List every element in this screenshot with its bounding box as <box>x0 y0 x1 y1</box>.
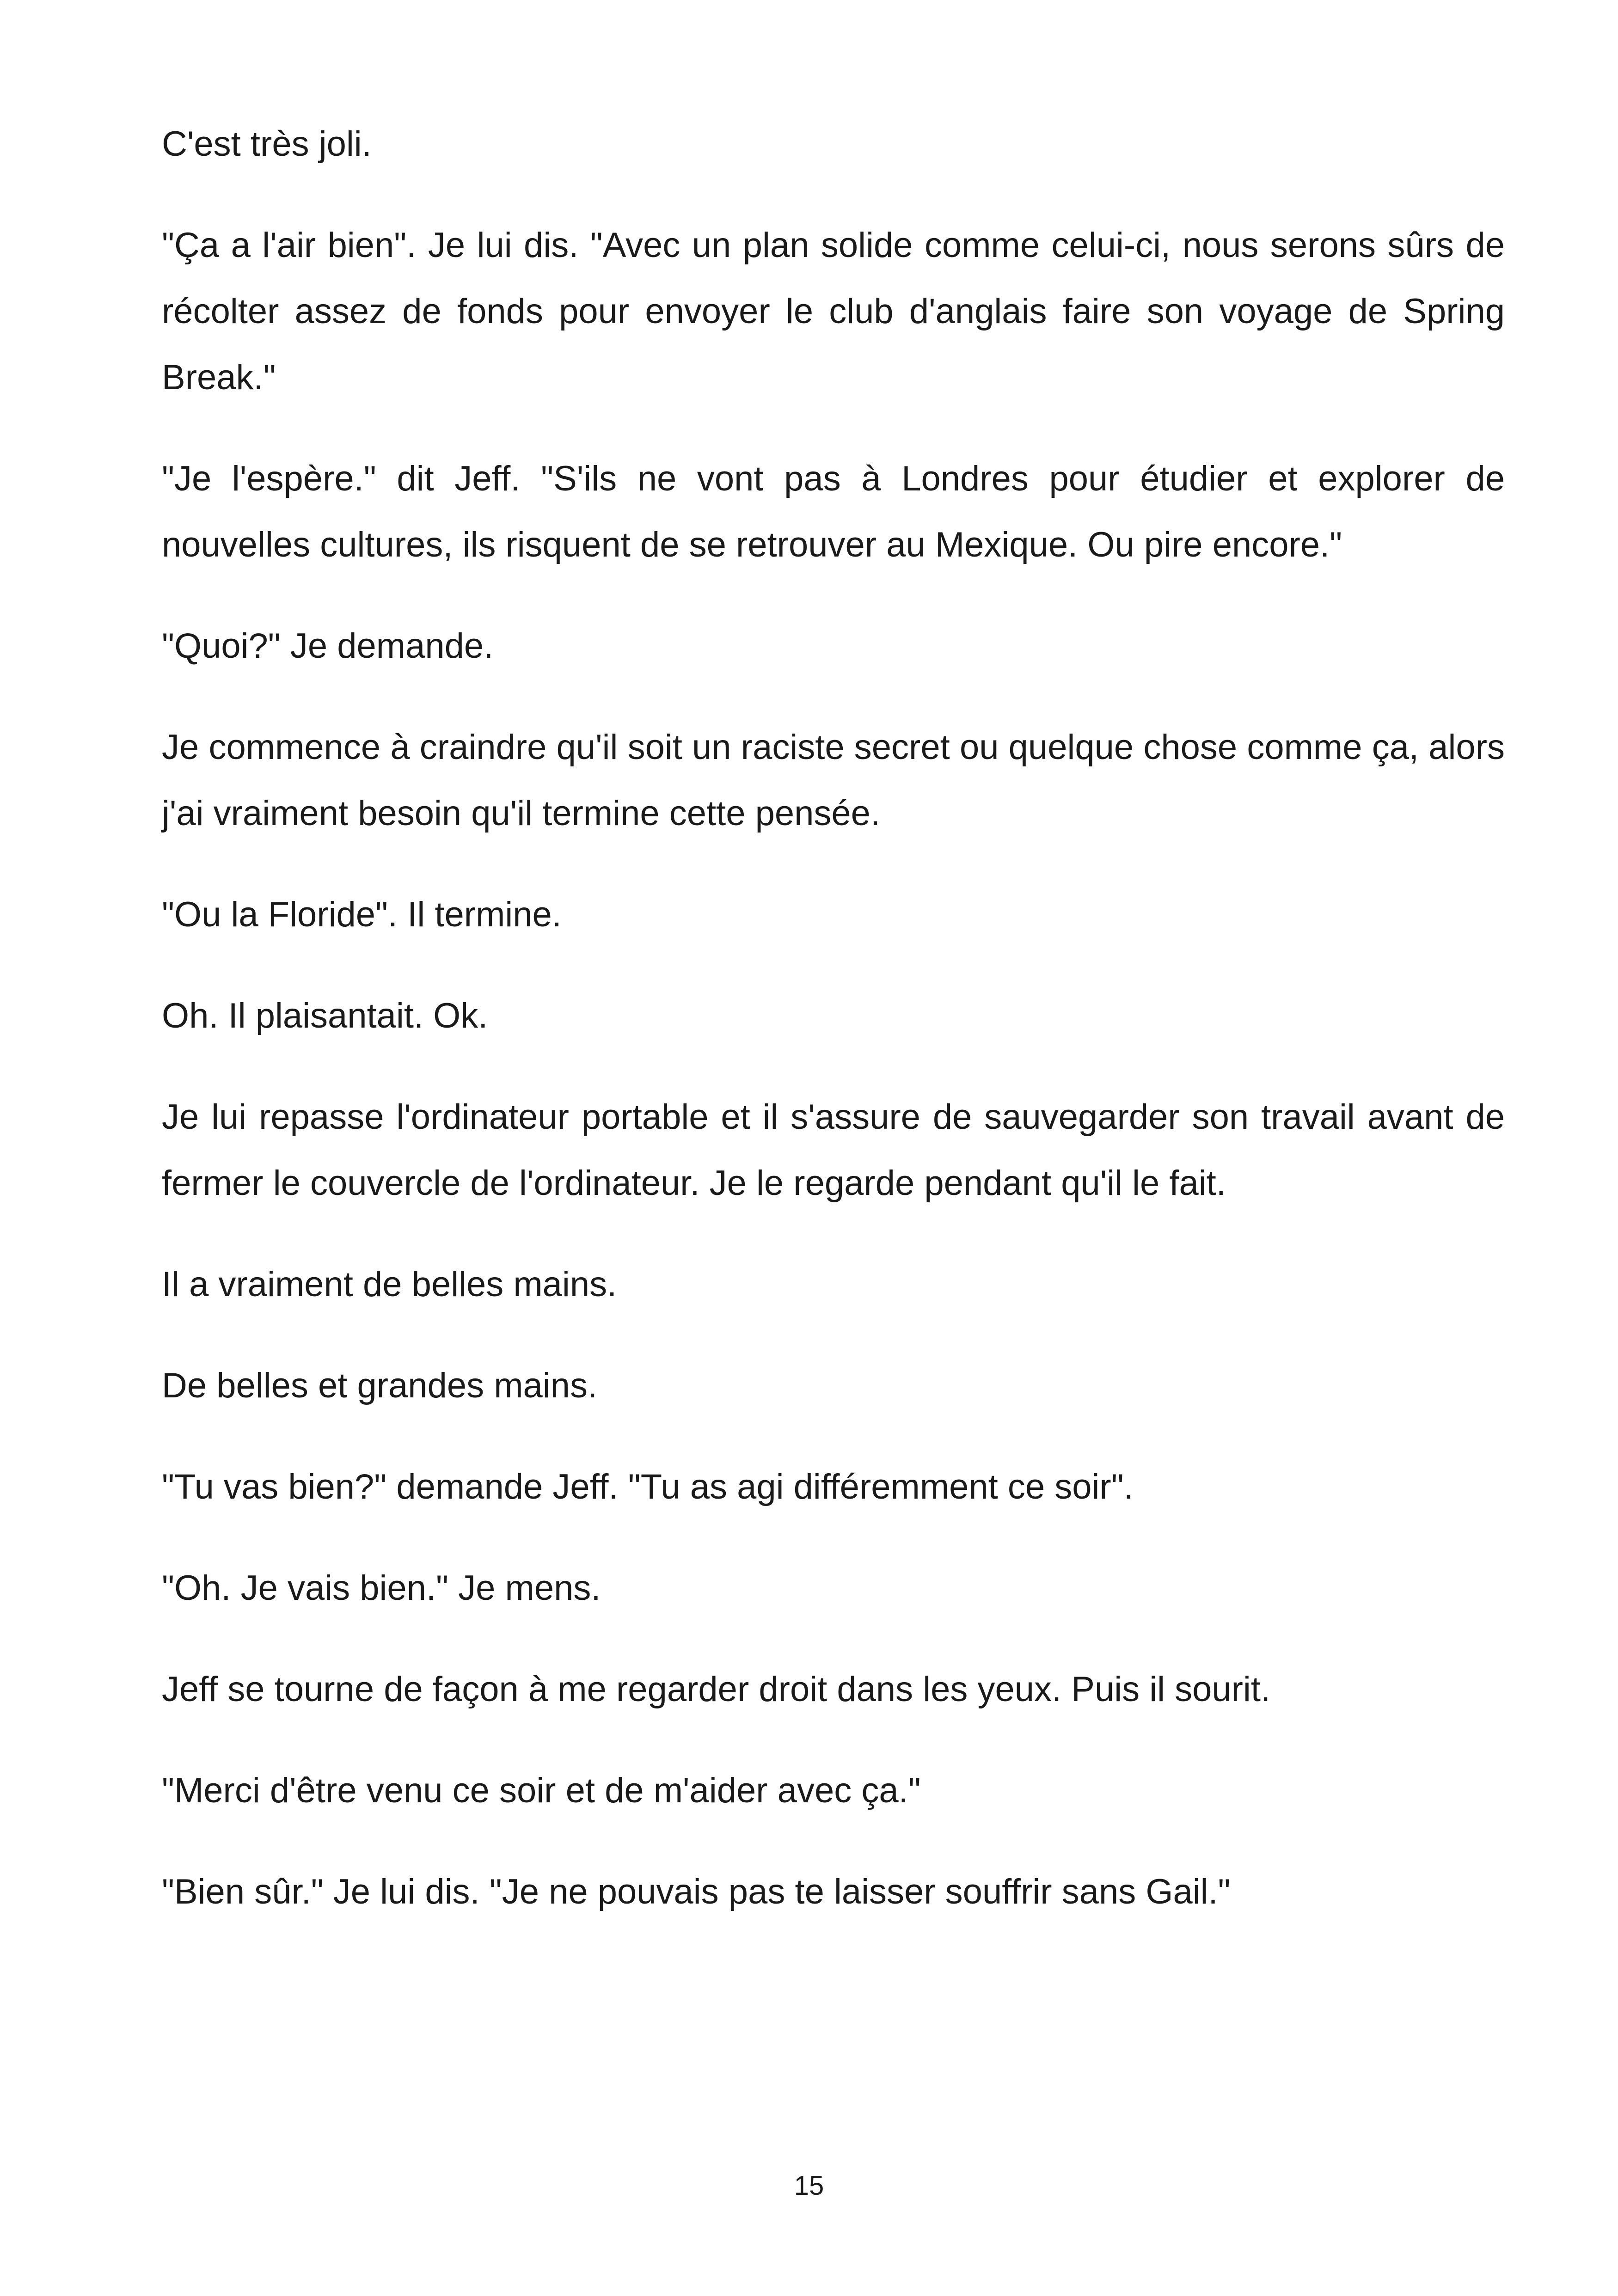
paragraph: Oh. Il plaisantait. Ok. <box>162 996 488 1035</box>
paragraph: "Bien sûr." Je lui dis. "Je ne pouvais pas te laisser souffrir sans Gail." <box>162 1872 1231 1911</box>
paragraph: "Je l'espère." dit Jeff. "S'ils ne vont pas à Londres pour étudier et explorer de nouvelles cultures, ils risquent de se retrouver au Mexique. Ou pire encore." <box>162 459 1505 564</box>
paragraph: Je lui repasse l'ordinateur portable et il s'assure de sauvegarder son travail avant de fermer le couvercle de l'ordinateur. Je le regarde pendant qu'il le fait. <box>162 1097 1505 1203</box>
paragraph: C'est très joli. <box>162 124 372 164</box>
paragraph: Il a vraiment de belles mains. <box>162 1265 617 1304</box>
paragraph: "Merci d'être venu ce soir et de m'aider avec ça." <box>162 1771 921 1810</box>
paragraph: "Ça a l'air bien". Je lui dis. "Avec un plan solide comme celui-ci, nous serons sûrs de récolter assez de fonds pour envoyer le club d'anglais faire son voyage de Spring Break." <box>162 226 1505 397</box>
page-number: 15 <box>794 2171 824 2201</box>
paragraph: Je commence à craindre qu'il soit un raciste secret ou quelque chose comme ça, alors j'ai vraiment besoin qu'il termine cette pensée. <box>162 728 1505 833</box>
paragraph: Jeff se tourne de façon à me regarder droit dans les yeux. Puis il sourit. <box>162 1670 1271 1709</box>
paragraph: "Tu vas bien?" demande Jeff. "Tu as agi différemment ce soir". <box>162 1467 1134 1506</box>
paragraph: "Ou la Floride". Il termine. <box>162 895 562 934</box>
body-text <box>162 111 1505 1960</box>
paragraph: "Quoi?" Je demande. <box>162 626 494 666</box>
paragraph: "Oh. Je vais bien." Je mens. <box>162 1568 601 1608</box>
paragraph: De belles et grandes mains. <box>162 1366 598 1405</box>
